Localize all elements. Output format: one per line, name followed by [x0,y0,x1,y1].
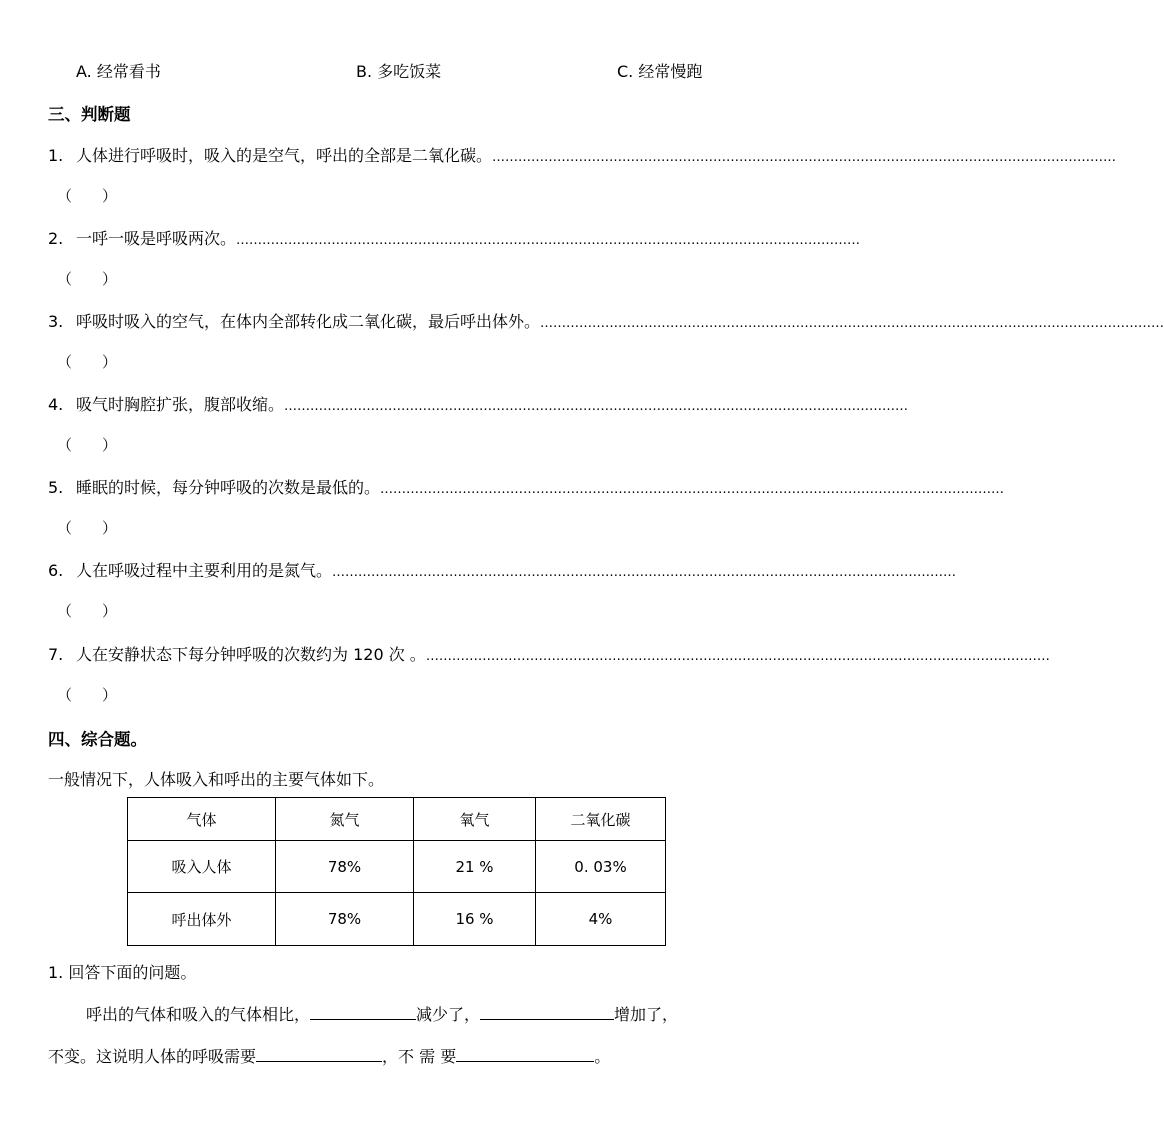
paren-open: （ [57,187,73,205]
dotted-leader: ……………………………………………………………………………………………………………………………… [492,150,1117,165]
question-1-text: 。 [594,1047,611,1066]
question-1-title: 1. 回答下面的问题。 [48,963,197,982]
paren-close: ） [102,436,118,454]
judgement-question [48,558,957,582]
question-text: 人在安静状态下每分钟呼吸的次数约为 120 次 。 [76,645,426,664]
answer-parentheses[interactable] [57,684,117,705]
judgement-question [48,309,1164,333]
dotted-leader: ……………………………………………………………………………………………………………………………… [380,482,1005,497]
question-text: 人体进行呼吸时，吸入的是空气，呼出的全部是二氧化碳。 [76,146,493,165]
table-cell: 呼出体外 [128,893,276,946]
table-row [128,841,666,893]
answer-parentheses[interactable] [57,434,117,455]
question-text: 一呼一吸是呼吸两次。 [76,229,237,248]
paren-open: （ [57,353,73,371]
answer-parentheses[interactable] [57,351,117,372]
paren-close: ） [102,187,118,205]
question-text: 呼吸时吸入的空气，在体内全部转化成二氧化碳，最后呼出体外。 [76,312,541,331]
judgement-question [48,475,1005,499]
table-cell: 21 % [414,841,536,893]
answer-blank[interactable] [310,1003,416,1020]
section-4-intro: 一般情况下，人体吸入和呼出的主要气体如下。 [48,770,385,789]
paren-open: （ [57,686,73,704]
paren-open: （ [57,519,73,537]
paren-close: ） [102,602,118,620]
answer-parentheses[interactable] [57,600,117,621]
gas-table [127,797,666,946]
paren-open: （ [57,436,73,454]
question-1-line-2 [48,1044,610,1067]
question-text: 人在呼吸过程中主要利用的是氮气。 [76,561,333,580]
answer-parentheses[interactable] [57,185,117,206]
question-number: 5. [48,478,64,497]
answer-parentheses[interactable] [57,268,117,289]
dotted-leader: ……………………………………………………………………………………………………………………………… [425,649,1050,664]
answer-blank[interactable] [456,1045,594,1062]
answer-blank[interactable] [256,1045,382,1062]
dotted-leader: ……………………………………………………………………………………………………………………………… [332,565,957,580]
option-c: C. 经常慢跑 [617,62,703,81]
paren-close: ） [102,270,118,288]
question-number: 4. [48,395,64,414]
dotted-leader: ……………………………………………………………………………………………………………………………… [540,316,1164,331]
judgement-question [48,226,861,250]
judgement-question [48,642,1050,666]
section-3-heading: 三、判断题 [48,105,131,124]
table-header-cell: 二氧化碳 [536,798,666,841]
question-1-text: 增加了， [614,1005,679,1024]
question-1-text: 不变。这说明人体的呼吸需要 [48,1047,257,1066]
table-cell: 4% [536,893,666,946]
table-header-cell: 氧气 [414,798,536,841]
table-cell: 16 % [414,893,536,946]
question-number: 2. [48,229,64,248]
paren-close: ） [102,353,118,371]
question-1-line-1 [86,1002,678,1025]
judgement-question [48,392,909,416]
judgement-question [48,143,1117,167]
question-number: 6. [48,561,64,580]
table-row [128,893,666,946]
table-header-cell: 气体 [128,798,276,841]
table-header-cell: 氮气 [276,798,414,841]
table-cell: 吸入人体 [128,841,276,893]
paren-open: （ [57,602,73,620]
option-a: A. 经常看书 [76,62,161,81]
answer-blank[interactable] [480,1003,614,1020]
option-b: B. 多吃饭菜 [356,62,442,81]
question-1-text: ，不 需 要 [382,1047,457,1066]
paren-close: ） [102,686,118,704]
question-text: 睡眠的时候，每分钟呼吸的次数是最低的。 [76,478,381,497]
table-cell: 78% [276,841,414,893]
dotted-leader: ……………………………………………………………………………………………………………………………… [236,233,861,248]
paren-open: （ [57,270,73,288]
question-text: 吸气时胸腔扩张，腹部收缩。 [76,395,285,414]
question-number: 7. [48,645,64,664]
question-number: 1. [48,146,64,165]
table-header-row [128,798,666,841]
table-cell: 78% [276,893,414,946]
table-cell: 0. 03% [536,841,666,893]
dotted-leader: ……………………………………………………………………………………………………………………………… [284,399,909,414]
question-number: 3. [48,312,64,331]
section-4-heading: 四、综合题。 [48,730,147,749]
question-1-text: 减少了， [416,1005,481,1024]
paren-close: ） [102,519,118,537]
question-1-text: 呼出的气体和吸入的气体相比， [86,1005,311,1024]
answer-parentheses[interactable] [57,517,117,538]
